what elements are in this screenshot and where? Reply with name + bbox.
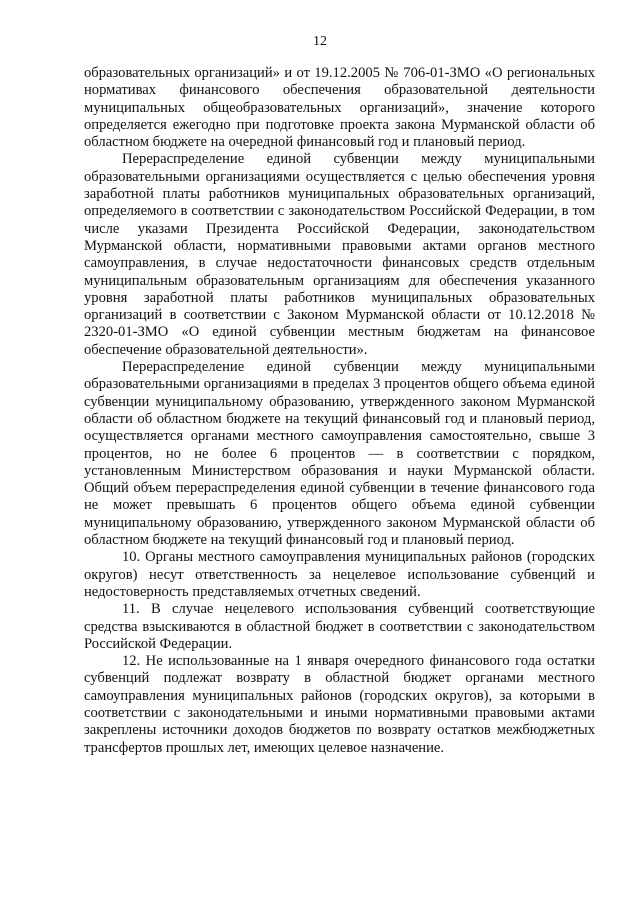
paragraph-item-10: 10. Органы местного самоуправления муниципальных районов (городских округов) несут ответственность за нецелевое использование субвенций и недостоверность представляемых отчетных сведений.: [84, 549, 595, 600]
paragraph-item-11: 11. В случае нецелевого использования субвенций соответствующие средства взыскиваются в областной бюджет в соответствии с законодательством Российской Федерации.: [84, 601, 595, 652]
document-body: [84, 65, 595, 757]
paragraph-continuation: образовательных организаций» и от 19.12.2005 № 706-01-ЗМО «О региональных нормативах финансового обеспечения образовательной деятельности муниципальных общеобразовательных организаций», значение которого определяется ежегодно при подготовке проекта закона Мурманской области об областном бюджете на очередной финансовый год и плановый период.: [84, 65, 595, 151]
page-number: 12: [313, 34, 327, 49]
paragraph-redistribution-purpose: Перераспределение единой субвенции между муниципальными образовательными организациями осуществляется с целью обеспечения уровня заработной платы работников муниципальных образовательных организаций, определяемого в соответствии с законодательством Российской Федерации, в том числе указами Президента Российской Федерации, законодательством Мурманской области, нормативными правовыми актами органов местного самоуправления, в случае недостаточности финансовых средств отдельным муниципальным образовательным организациям для обеспечения указанного уровня заработной платы работников муниципальных образовательных организаций в соответствии с Законом Мурманской области от 10.12.2018 № 2320-01-ЗМО «О единой субвенции местным бюджетам на финансовое обеспечение образовательной деятельности».: [84, 151, 595, 358]
paragraph-redistribution-limits: Перераспределение единой субвенции между муниципальными образовательными организациями в пределах 3 процентов общего объема единой субвенции муниципальному образованию, утвержденного законом Мурманской области об областном бюджете на текущий финансовый год и плановый период, осуществляется органами местного самоуправления самостоятельно, свыше 3 процентов, но не более 6 процентов — в соответствии с порядком, установленным Министерством образования и науки Мурманской области. Общий объем перераспределения единой субвенции в течение финансового года не может превышать 6 процентов общего объема единой субвенции муниципальному образованию, утвержденного законом Мурманской области об областном бюджете на текущий финансовый год и плановый период.: [84, 359, 595, 549]
paragraph-item-12: 12. Не использованные на 1 января очередного финансового года остатки субвенций подлежат возврату в областной бюджет органами местного самоуправления муниципальных районов (городских округов), за которыми в соответствии с законодательными и иными нормативными правовыми актами закреплены источники доходов бюджетов по возврату остатков межбюджетных трансфертов прошлых лет, имеющих целевое назначение.: [84, 653, 595, 756]
